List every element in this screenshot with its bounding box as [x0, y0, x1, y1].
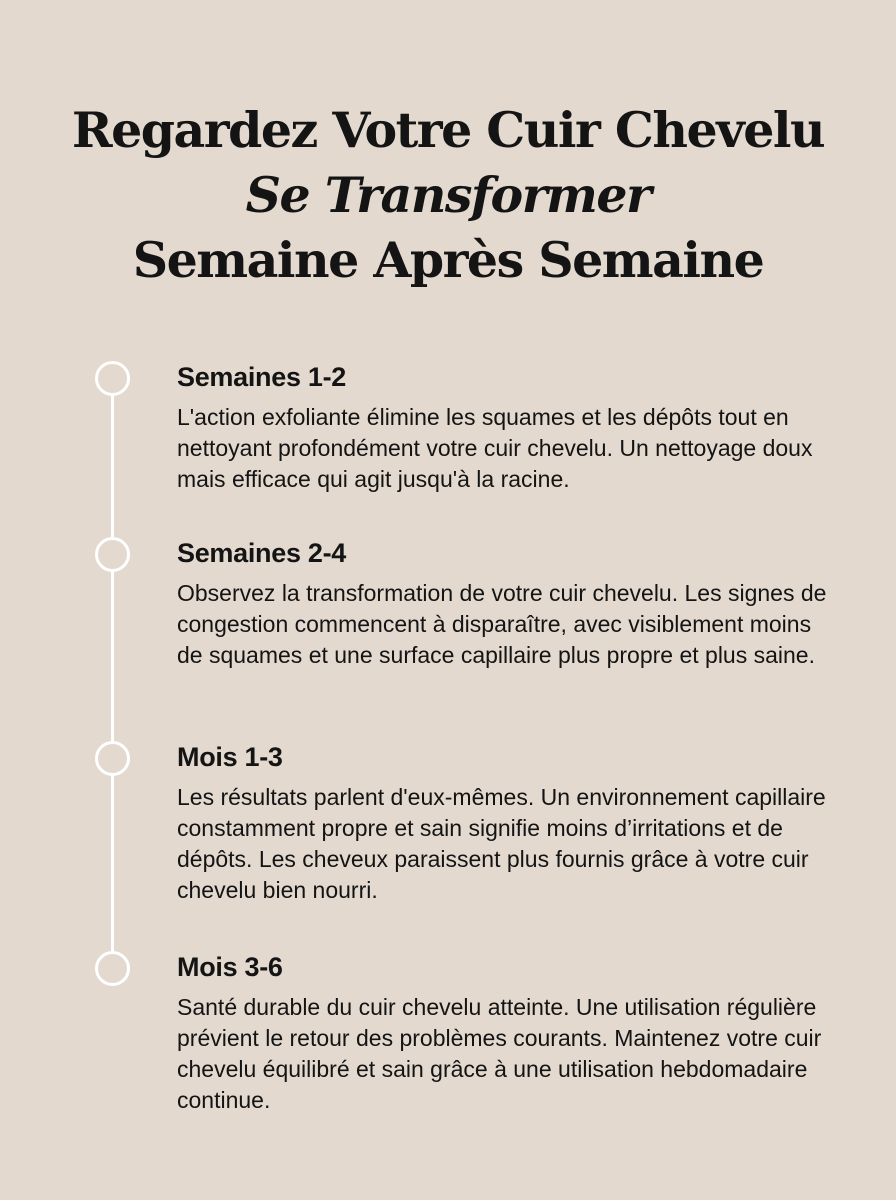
step-title: Mois 1-3 [177, 742, 283, 772]
step-title: Semaines 1-2 [177, 362, 346, 392]
timeline-step-4 [177, 950, 837, 1116]
step-title: Mois 3-6 [177, 952, 283, 982]
step-description: Observez la transformation de votre cuir chevelu. Les signes de congestion commencent à disparaître, avec visiblement moins de squames et une surface capillaire plus propre et plus saine. [177, 580, 827, 668]
timeline-node-icon [95, 537, 130, 572]
headline-line-2: Se Transformer [245, 166, 651, 224]
timeline-node-icon [95, 951, 130, 986]
timeline-node-icon [95, 741, 130, 776]
step-description: L'action exfoliante élimine les squames et les dépôts tout en nettoyant profondément votre cuir chevelu. Un nettoyage doux mais efficace qui agit jusqu'à la racine. [177, 404, 813, 492]
headline [0, 98, 896, 293]
timeline-node-icon [95, 361, 130, 396]
timeline-step-1 [177, 360, 837, 495]
timeline-step-3 [177, 740, 837, 906]
headline-line-1: Regardez Votre Cuir Chevelu [71, 101, 825, 159]
step-description: Santé durable du cuir chevelu atteinte. Une utilisation régulière prévient le retour des problèmes courants. Maintenez votre cuir chevelu équilibré et sain grâce à une utilisation hebdomadaire continue. [177, 994, 822, 1113]
step-title: Semaines 2-4 [177, 538, 346, 568]
step-description: Les résultats parlent d'eux-mêmes. Un environnement capillaire constamment propre et sain signifie moins d’irritations et de dépôts. Les cheveux paraissent plus fournis grâce à votre cuir chevelu bien nourri. [177, 784, 826, 903]
timeline-line [111, 376, 114, 968]
headline-line-3: Semaine Après Semaine [132, 231, 764, 289]
timeline-step-2 [177, 536, 837, 671]
